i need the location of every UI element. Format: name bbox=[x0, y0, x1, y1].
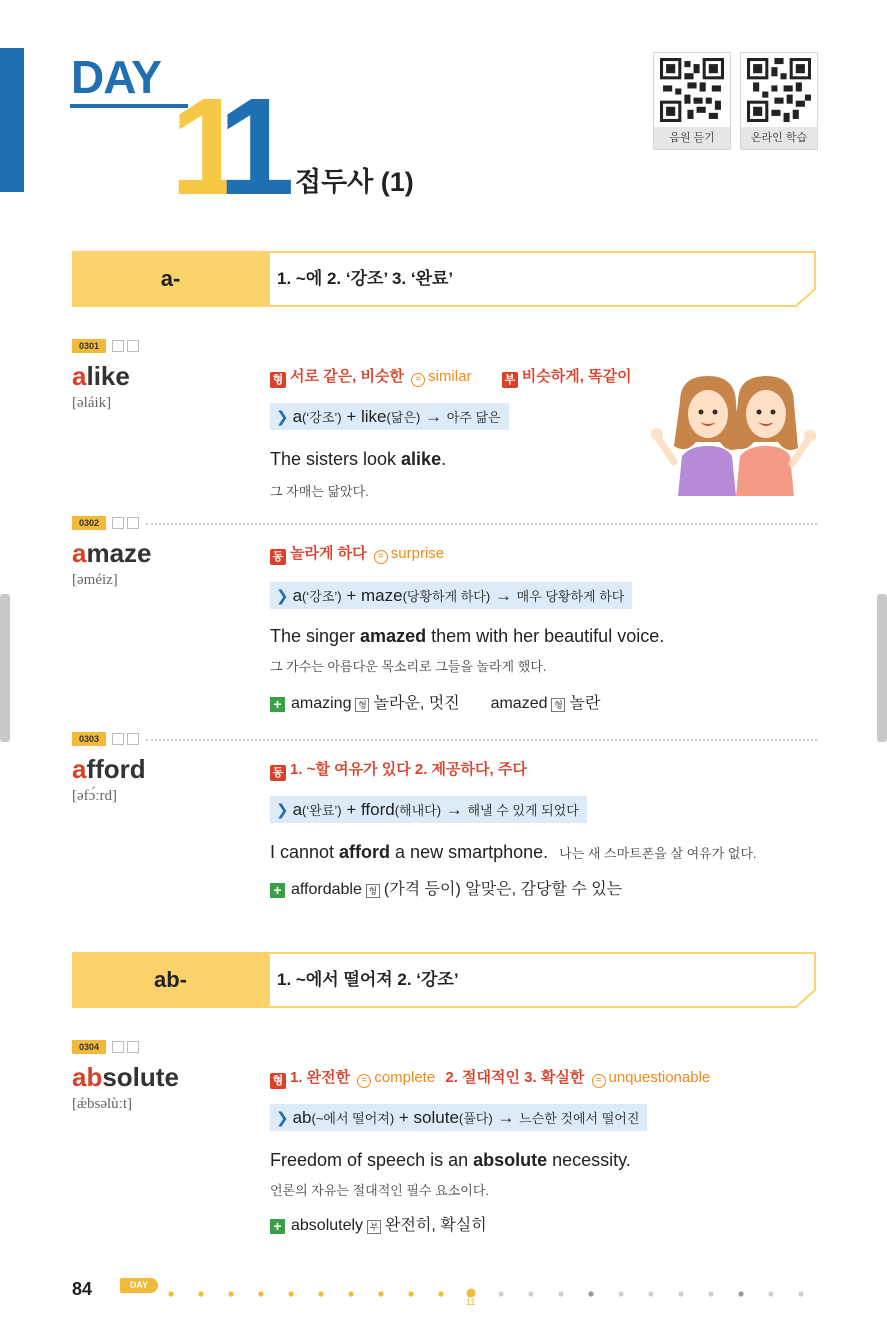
meaning-line: 형 1. 완전한 = complete 2. 절대적인 3. 확실한 = unquestionable bbox=[270, 1066, 710, 1089]
plus-box-icon: + bbox=[270, 697, 285, 712]
equals-circle-icon: = bbox=[592, 1074, 606, 1088]
pos-tag: 동 bbox=[270, 765, 286, 781]
headword: absolute bbox=[72, 1062, 179, 1092]
prefix-meanings: 1. ~에서 떨어져 2. ‘강조’ bbox=[277, 970, 459, 989]
pronunciation: [ǽbsəlùːt] bbox=[72, 1096, 132, 1112]
related-words: + amazing 형 놀라운, 멋진 amazed 형 놀란 bbox=[270, 690, 600, 713]
day-word: DAY bbox=[71, 51, 161, 103]
entry-number: 0302 bbox=[72, 516, 106, 530]
pos-tag: 동 bbox=[270, 549, 286, 565]
qr-audio-label: 음원 듣기 bbox=[654, 127, 730, 149]
headword: amaze bbox=[72, 538, 152, 568]
headword: alike bbox=[72, 361, 130, 391]
review-checkbox-1[interactable] bbox=[112, 340, 124, 352]
example-sentence: I cannot afford a new smartphone. 나는 새 스마트폰을 살 여유가 없다. bbox=[270, 842, 757, 862]
review-checkbox-2[interactable] bbox=[127, 733, 139, 745]
review-checkbox-1[interactable] bbox=[112, 733, 124, 745]
entry-divider bbox=[146, 739, 817, 741]
day-number-digit-1: 1 bbox=[170, 70, 233, 224]
prefix-label: a- bbox=[72, 251, 269, 307]
arrow-right-icon: ❯ bbox=[276, 1110, 289, 1127]
etymology-box: ❯ a(‘강조’) + maze(당황하게 하다) → 매우 당황하게 하다 bbox=[270, 582, 632, 609]
entry-absolute bbox=[72, 1040, 817, 1240]
prefix-meanings: 1. ~에 2. ‘강조’ 3. ‘완료’ bbox=[277, 269, 454, 288]
arrow-right-icon: ❯ bbox=[276, 802, 289, 819]
page-edge-tab-left bbox=[0, 594, 10, 742]
day-progress-dots bbox=[165, 1276, 815, 1312]
review-checkbox-2[interactable] bbox=[127, 1041, 139, 1053]
day-number-digit-2: 1 bbox=[218, 70, 281, 224]
pronunciation: [əfɔ́ːrd] bbox=[72, 788, 117, 804]
page-number: 84 bbox=[72, 1279, 93, 1299]
entry-divider bbox=[146, 523, 817, 525]
headword: afford bbox=[72, 754, 146, 784]
prefix-banner-ab bbox=[72, 952, 817, 1008]
arrow-right-icon: ❯ bbox=[276, 409, 289, 426]
page-edge-tab-right bbox=[877, 594, 887, 742]
qr-online-button[interactable] bbox=[740, 52, 818, 150]
entry-number: 0301 bbox=[72, 339, 106, 353]
related-words: + absolutely 부 완전히, 확실히 bbox=[270, 1212, 487, 1235]
example-sentence: The singer amazed them with her beautiful voice. bbox=[270, 626, 665, 646]
review-checkbox-2[interactable] bbox=[127, 340, 139, 352]
sisters-illustration bbox=[650, 372, 818, 496]
entry-number: 0303 bbox=[72, 732, 106, 746]
example-sentence: The sisters look alike. bbox=[270, 449, 447, 469]
example-translation: 그 가수는 아름다운 목소리로 그들을 놀라게 했다. bbox=[270, 659, 547, 674]
meaning-line: 동 1. ~할 여유가 있다 2. 제공하다, 주다 bbox=[270, 758, 527, 781]
arrow-right-icon: ❯ bbox=[276, 588, 289, 605]
prefix-label: ab- bbox=[72, 952, 269, 1008]
meaning-line: 형 서로 같은, 비슷한 = similar 부 비슷하게, 똑같이 bbox=[270, 365, 632, 388]
related-words: + affordable 형 (가격 등이) 알맞은, 감당할 수 있는 bbox=[270, 876, 622, 899]
example-translation-inline: 나는 새 스마트폰을 살 여유가 없다. bbox=[559, 846, 757, 861]
etymology-box: ❯ ab(~에서 떨어져) + solute(풀다) → 느슨한 것에서 떨어진 bbox=[270, 1104, 647, 1131]
entry-afford bbox=[72, 732, 817, 902]
pronunciation: [əméiz] bbox=[72, 572, 118, 588]
equals-circle-icon: = bbox=[357, 1074, 371, 1088]
pos-tag: 부 bbox=[502, 372, 518, 388]
current-day-label: 11 bbox=[466, 1297, 476, 1307]
chapter-title: 접두사 (1) bbox=[295, 167, 414, 197]
equals-circle-icon: = bbox=[411, 373, 425, 387]
qr-code-icon bbox=[747, 58, 811, 122]
qr-online-label: 온라인 학습 bbox=[741, 127, 817, 149]
example-translation: 그 자매는 닮았다. bbox=[270, 484, 369, 499]
meaning-line: 동 놀라게 하다 = surprise bbox=[270, 542, 444, 565]
qr-audio-button[interactable] bbox=[653, 52, 731, 150]
pos-tag: 형 bbox=[270, 1073, 286, 1089]
etymology-box: ❯ a(‘강조’) + like(닮은) → 아주 닮은 bbox=[270, 403, 509, 430]
prefix-banner-a bbox=[72, 251, 817, 307]
chapter-side-tab bbox=[0, 48, 24, 192]
example-translation: 언론의 자유는 절대적인 필수 요소이다. bbox=[270, 1183, 489, 1198]
review-checkbox-2[interactable] bbox=[127, 517, 139, 529]
qr-code-icon bbox=[660, 58, 724, 122]
equals-circle-icon: = bbox=[374, 550, 388, 564]
example-sentence: Freedom of speech is an absolute necessity. bbox=[270, 1150, 631, 1170]
pos-tag: 형 bbox=[270, 372, 286, 388]
plus-box-icon: + bbox=[270, 1219, 285, 1234]
entry-amaze bbox=[72, 516, 817, 716]
review-checkbox-1[interactable] bbox=[112, 1041, 124, 1053]
pronunciation: [əláik] bbox=[72, 395, 112, 411]
review-checkbox-1[interactable] bbox=[112, 517, 124, 529]
day-progress-chip: DAY bbox=[120, 1278, 158, 1293]
etymology-box: ❯ a(‘완료’) + fford(해내다) → 해낼 수 있게 되었다 bbox=[270, 796, 587, 823]
entry-number: 0304 bbox=[72, 1040, 106, 1054]
plus-box-icon: + bbox=[270, 883, 285, 898]
